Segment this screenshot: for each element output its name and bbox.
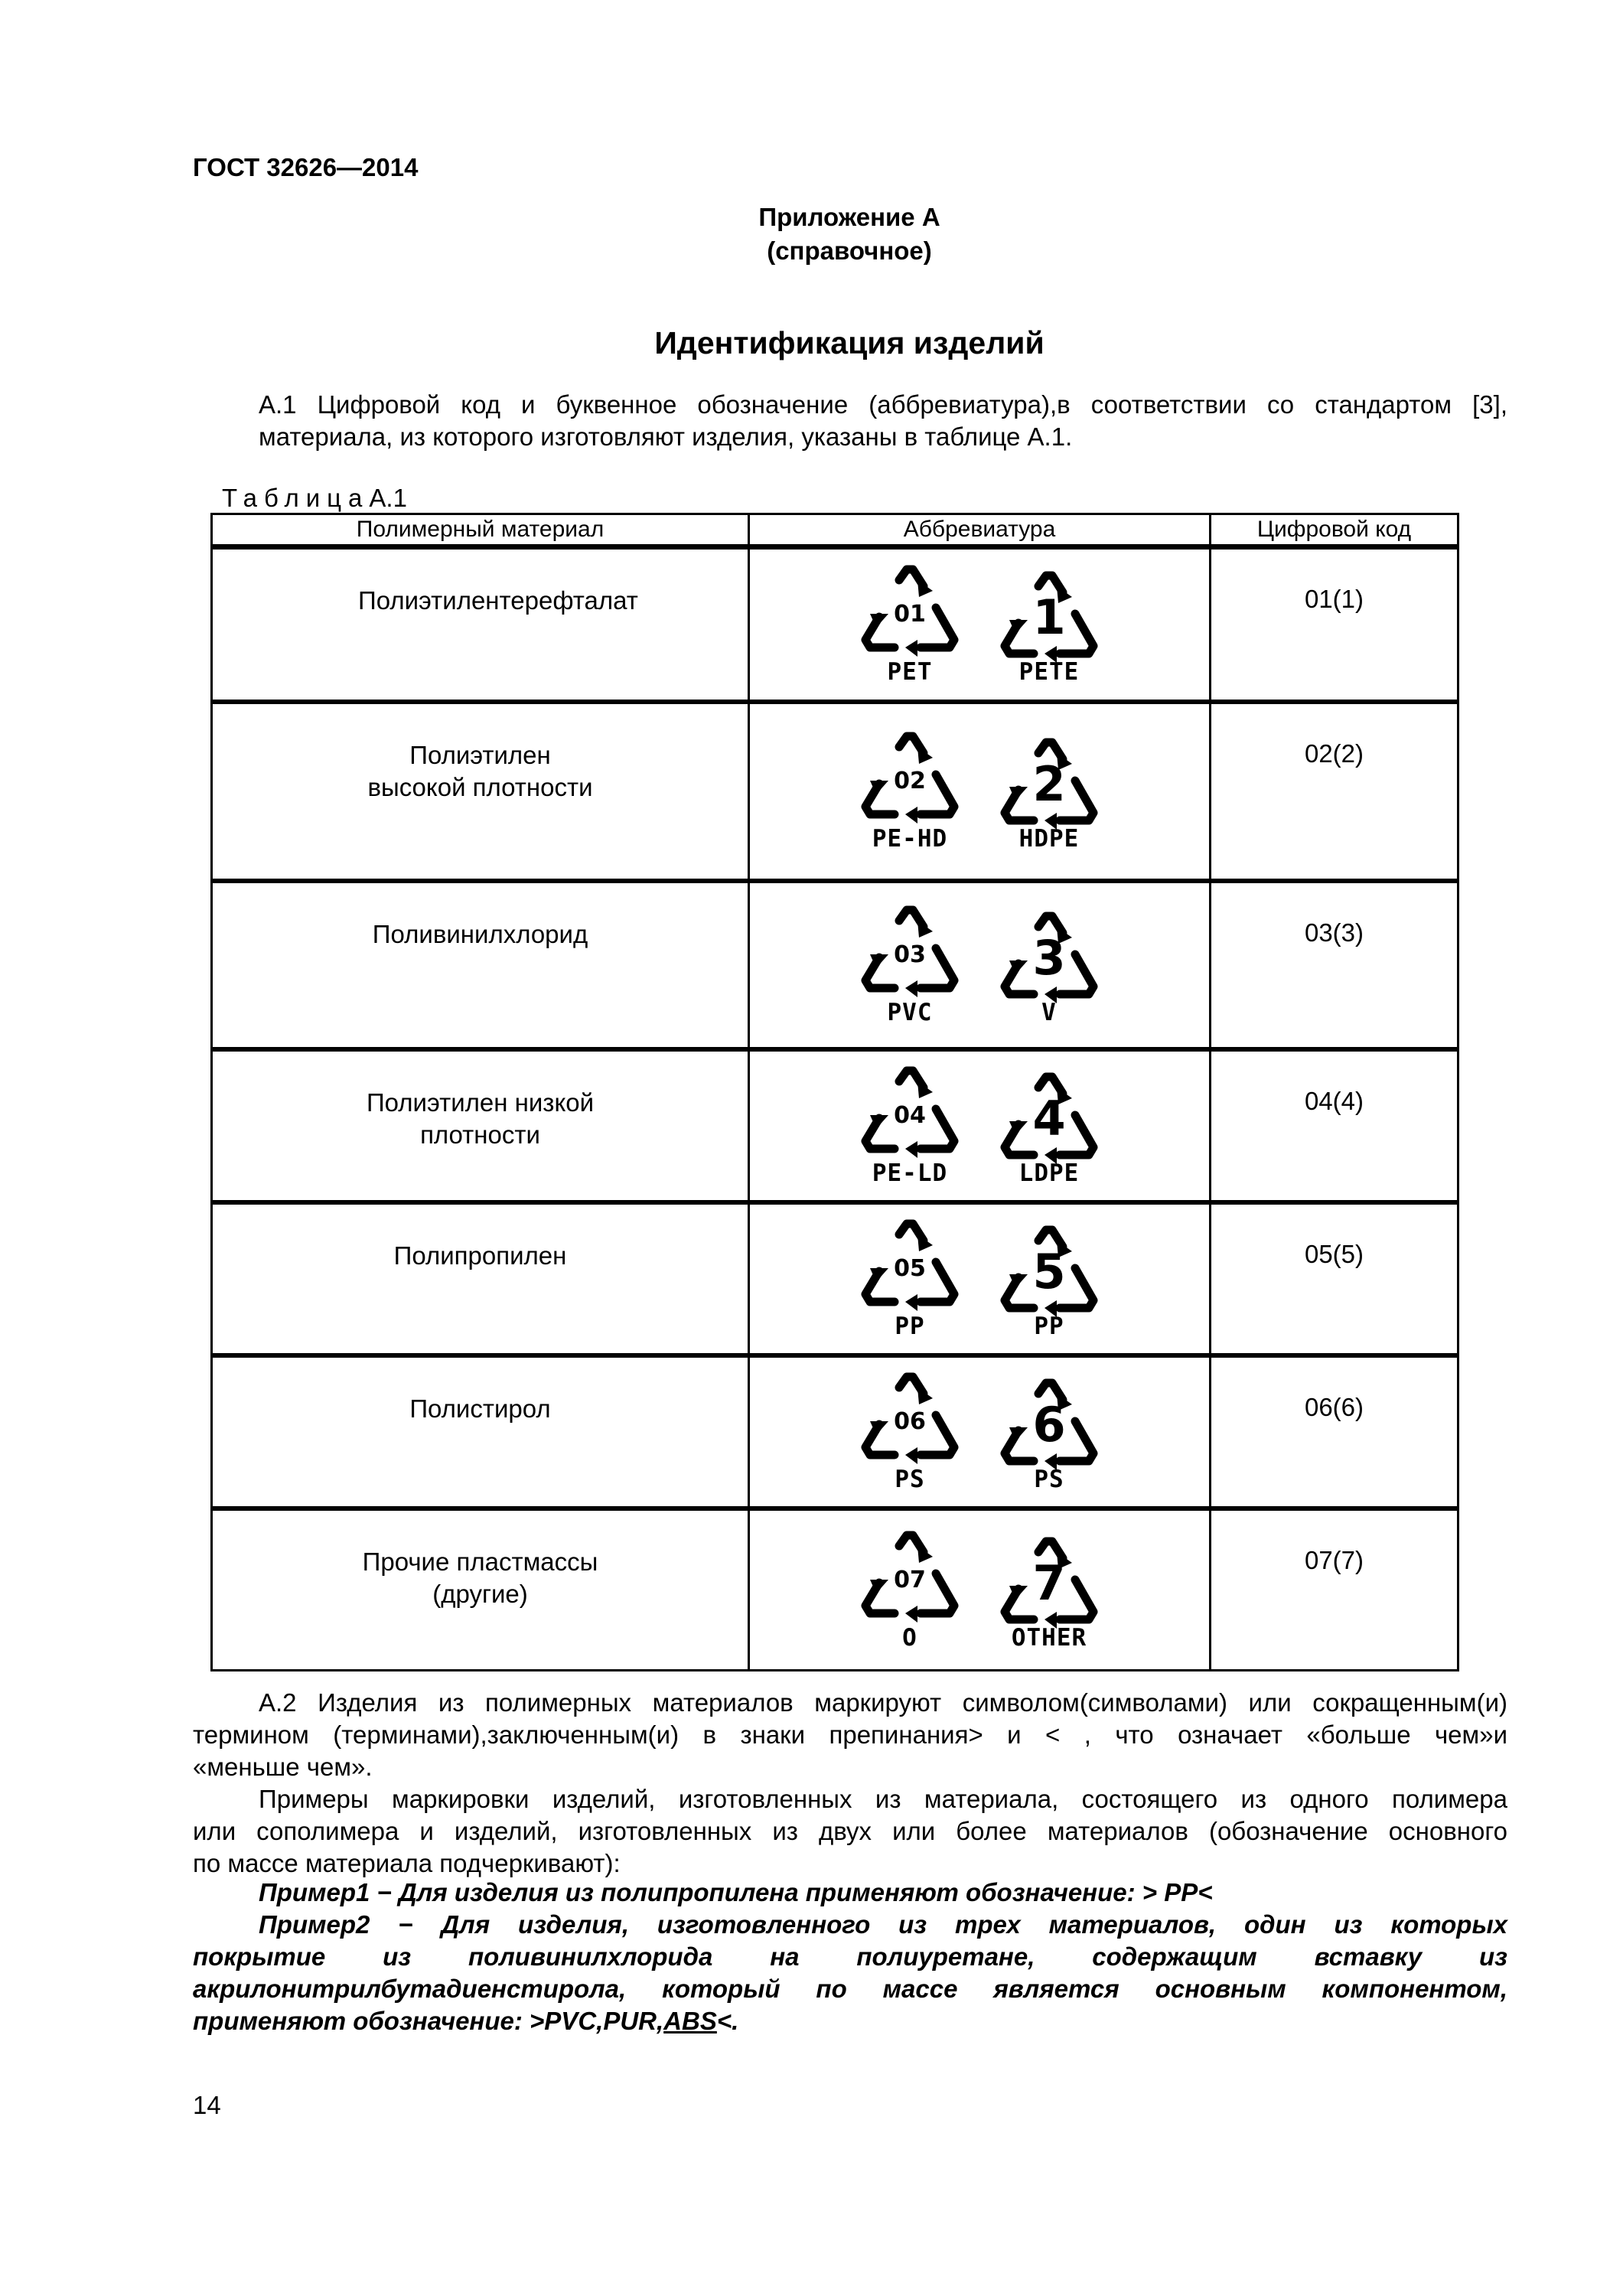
material-name-cell xyxy=(212,702,749,881)
paragraph-a2 xyxy=(193,1687,1507,1783)
recycling-triangle-icon xyxy=(996,1377,1103,1473)
recycling-code-small-number: 01 xyxy=(894,601,926,628)
document-id-header: ГОСТ 32626—2014 xyxy=(193,153,419,181)
recycling-code-small-number: 07 xyxy=(894,1566,926,1593)
abbreviation-label: PETE xyxy=(1018,658,1080,687)
recycling-triangle-icon xyxy=(856,1371,963,1466)
recycling-triangle-icon xyxy=(996,1224,1103,1319)
table-row xyxy=(212,881,1458,1049)
section-title: Идентификация изделий xyxy=(654,325,1045,360)
recycling-symbols xyxy=(750,1065,1209,1186)
paragraph-examples xyxy=(193,1783,1507,1880)
numeric-code-cell xyxy=(1211,1355,1458,1508)
header-material: Полимерный материал xyxy=(212,514,749,547)
material-name-cell xyxy=(212,1202,749,1355)
example-line: Пример1 − Для изделия из полипропилена применяют обозначение: > PP< xyxy=(259,1878,1213,1906)
recycling-triangle-icon xyxy=(996,736,1103,832)
table-caption-number: А.1 xyxy=(369,484,407,512)
paragraph-line: термином (терминами),заключенным(и) в знаки препинания> и < , что означает «больше чем»и xyxy=(193,1720,1507,1749)
material-name: Полистирол xyxy=(409,1394,551,1423)
recycling-symbols xyxy=(750,1218,1209,1339)
example-1 xyxy=(193,1877,1507,1909)
paragraph-line: по массе материала подчеркивают): xyxy=(193,1849,621,1877)
numeric-code-cell xyxy=(1211,1049,1458,1202)
recycling-code-small-number: 02 xyxy=(894,768,926,794)
paragraph-line: Примеры маркировки изделий, изготовленных из материала, состоящего из одного полимера xyxy=(259,1785,1507,1813)
recycling-triangle-icon xyxy=(856,1065,963,1160)
abbreviation-cell xyxy=(749,1508,1211,1671)
recycling-code-small-number: 05 xyxy=(894,1255,926,1282)
recycling-code-small-number: 04 xyxy=(894,1102,926,1129)
abbreviation-label: PS xyxy=(895,1466,925,1493)
recycling-symbol-coded xyxy=(849,730,971,852)
paragraph-a1 xyxy=(193,389,1507,453)
material-name: Полипропилен xyxy=(393,1241,567,1270)
abbreviation-cell xyxy=(749,702,1211,881)
example-line: покрытие из поливинилхлорида на полиуретане, содержащим вставку из xyxy=(193,1942,1507,1971)
recycling-triangle-icon xyxy=(856,730,963,826)
material-name-cell xyxy=(212,1508,749,1671)
example-text: <. xyxy=(716,2007,739,2035)
numeric-code-cell xyxy=(1211,547,1458,702)
numeric-code: 04(4) xyxy=(1304,1086,1364,1115)
material-name: Поливинилхлорид xyxy=(372,919,588,948)
abbreviation-cell xyxy=(749,1202,1211,1355)
recycling-symbol-numeric xyxy=(988,1377,1110,1492)
recycling-symbol-numeric xyxy=(988,569,1110,685)
abbreviation-label: PS xyxy=(1034,1466,1064,1493)
recycling-symbol-numeric xyxy=(988,1071,1110,1186)
paragraph-line: или сополимера и изделий, изготовленных из двух или более материалов (обозначение основного xyxy=(193,1817,1507,1845)
table-row xyxy=(212,702,1458,881)
numeric-code: 03(3) xyxy=(1304,918,1364,947)
recycling-symbols xyxy=(750,730,1209,852)
example-line: акрилонитрилбутадиенстирола, который по массе является основным компонентом, xyxy=(193,1975,1507,2003)
table-row xyxy=(212,1355,1458,1508)
numeric-code: 02(2) xyxy=(1304,739,1364,768)
table-caption-word: Таблица xyxy=(222,484,370,512)
abbreviation-label: HDPE xyxy=(1018,825,1080,853)
table-header-row xyxy=(212,514,1458,547)
abbreviation-label: O xyxy=(902,1623,917,1652)
table-row xyxy=(212,1049,1458,1202)
recycling-symbol-numeric xyxy=(988,736,1110,852)
recycling-symbol-coded xyxy=(849,1371,971,1492)
numeric-code: 05(5) xyxy=(1304,1239,1364,1268)
numeric-code: 01(1) xyxy=(1304,585,1364,613)
recycling-triangle-icon xyxy=(856,1529,963,1625)
recycling-triangle-icon xyxy=(996,1535,1103,1631)
recycling-code-number: 5 xyxy=(1032,1244,1066,1300)
materials-table xyxy=(210,513,1459,1671)
table-row xyxy=(212,547,1458,702)
recycling-symbol-coded xyxy=(849,1529,971,1651)
recycling-code-number: 1 xyxy=(1032,589,1066,646)
recycling-symbol-coded xyxy=(849,1065,971,1186)
paragraph-line: «меньше чем». xyxy=(193,1753,373,1781)
recycling-code-number: 3 xyxy=(1032,930,1066,986)
abbreviation-label: PP xyxy=(895,1313,925,1340)
material-name: Прочие пластмассы (другие) xyxy=(362,1547,598,1608)
numeric-code-cell xyxy=(1211,702,1458,881)
material-name: Полиэтилентерефталат xyxy=(358,586,638,615)
table-row xyxy=(212,1508,1458,1671)
example-text: применяют обозначение: >PVC,PUR, xyxy=(193,2007,664,2035)
table-row xyxy=(212,1202,1458,1355)
recycling-symbol-numeric xyxy=(988,1535,1110,1651)
recycling-code-number: 4 xyxy=(1032,1091,1066,1146)
recycling-code-number: 7 xyxy=(1032,1554,1066,1611)
abbreviation-label: PET xyxy=(887,658,933,687)
recycling-code-number: 2 xyxy=(1032,756,1066,812)
annex-heading xyxy=(735,201,964,268)
material-name: Полиэтилен высокой плотности xyxy=(367,740,593,801)
abbreviation-label: PE-HD xyxy=(872,825,948,853)
recycling-symbols xyxy=(750,904,1209,1026)
underlined-abbreviation: ABS xyxy=(663,2007,717,2035)
abbreviation-label: PP xyxy=(1034,1313,1064,1340)
paragraph-line: А.2 Изделия из полимерных материалов маркируют символом(символами) или сокращенным(и) xyxy=(259,1688,1507,1717)
recycling-triangle-icon xyxy=(996,569,1103,665)
abbreviation-label: PE-LD xyxy=(872,1159,948,1187)
numeric-code-cell xyxy=(1211,881,1458,1049)
recycling-symbol-coded xyxy=(849,563,971,685)
example-line xyxy=(193,2005,1507,2037)
recycling-symbol-coded xyxy=(849,1218,971,1339)
page-number: 14 xyxy=(193,2091,221,2119)
annex-title: Приложение А xyxy=(758,203,940,231)
recycling-symbol-numeric xyxy=(988,1224,1110,1339)
numeric-code-cell xyxy=(1211,1202,1458,1355)
numeric-code: 07(7) xyxy=(1304,1545,1364,1574)
recycling-symbol-coded xyxy=(849,904,971,1026)
header-code: Цифровой код xyxy=(1211,514,1458,547)
abbreviation-cell xyxy=(749,547,1211,702)
annex-kind: (справочное) xyxy=(767,236,932,265)
material-name: Полиэтилен низкой плотности xyxy=(366,1088,595,1149)
recycling-symbol-numeric xyxy=(988,910,1110,1026)
recycling-triangle-icon xyxy=(996,1071,1103,1166)
material-name-cell xyxy=(212,1049,749,1202)
table-caption xyxy=(222,484,407,513)
abbreviation-label: LDPE xyxy=(1018,1159,1080,1187)
abbreviation-cell xyxy=(749,1049,1211,1202)
header-abbreviation: Аббревиатура xyxy=(749,514,1211,547)
recycling-symbols xyxy=(750,1529,1209,1651)
abbreviation-cell xyxy=(749,881,1211,1049)
abbreviation-label: OTHER xyxy=(1011,1623,1087,1652)
recycling-triangle-icon xyxy=(856,904,963,1000)
material-name-cell xyxy=(212,1355,749,1508)
abbreviation-label: V xyxy=(1041,999,1057,1026)
numeric-code: 06(6) xyxy=(1304,1392,1364,1421)
recycling-code-number: 6 xyxy=(1032,1397,1066,1453)
recycling-symbols xyxy=(750,1371,1209,1492)
recycling-symbols xyxy=(750,563,1209,685)
recycling-code-small-number: 03 xyxy=(894,941,926,968)
material-name-cell xyxy=(212,547,749,702)
paragraph-line: А.1 Цифровой код и буквенное обозначение (аббревиатура),в соответствии со стандартом [3], xyxy=(259,390,1507,419)
example-line: Пример2 − Для изделия, изготовленного из трех материалов, один из которых xyxy=(259,1910,1507,1939)
paragraph-line: материала, из которого изготовляют изделия, указаны в таблице А.1. xyxy=(259,422,1073,451)
abbreviation-cell xyxy=(749,1355,1211,1508)
example-2 xyxy=(193,1909,1507,2037)
recycling-triangle-icon xyxy=(856,1218,963,1313)
recycling-triangle-icon xyxy=(856,563,963,659)
abbreviation-label: PVC xyxy=(887,999,933,1026)
material-name-cell xyxy=(212,881,749,1049)
recycling-code-small-number: 06 xyxy=(894,1408,926,1435)
numeric-code-cell xyxy=(1211,1508,1458,1671)
recycling-triangle-icon xyxy=(996,910,1103,1006)
